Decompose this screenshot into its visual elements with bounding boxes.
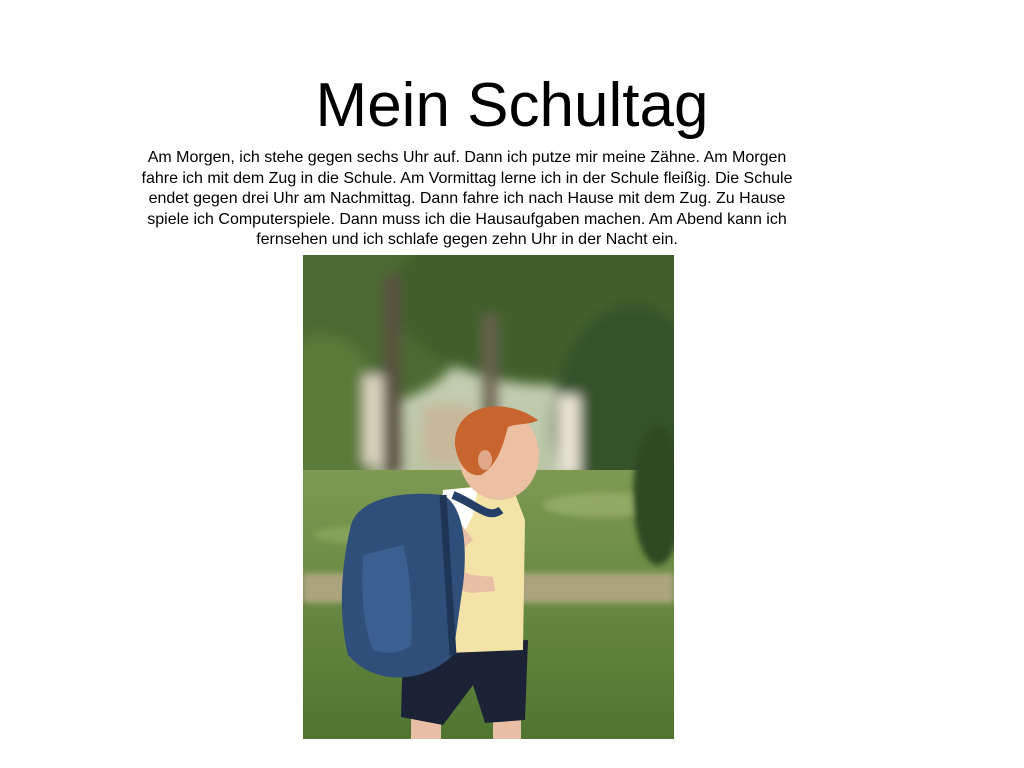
photo-illustration [303,255,674,739]
slide-paragraph: Am Morgen, ich stehe gegen sechs Uhr auf. Dann ich putze mir meine Zähne. Am Morgen fahre ich mit dem Zug in die Schule. Am Vormittag lerne ich in der Schule fleißig. Die Schule endet gegen drei Uhr am Nachmittag. Dann fahre ich nach Hause mit dem Zug. Zu Hause spiele ich Computerspiele. Dann muss ich die Hausaufgaben machen. Am Abend kann ich fernsehen und ich schlafe gegen zehn Uhr in der Nacht ein. [141,149,793,248]
boy-with-backpack-photo [303,255,674,739]
slide-title: Mein Schultag [315,71,709,140]
